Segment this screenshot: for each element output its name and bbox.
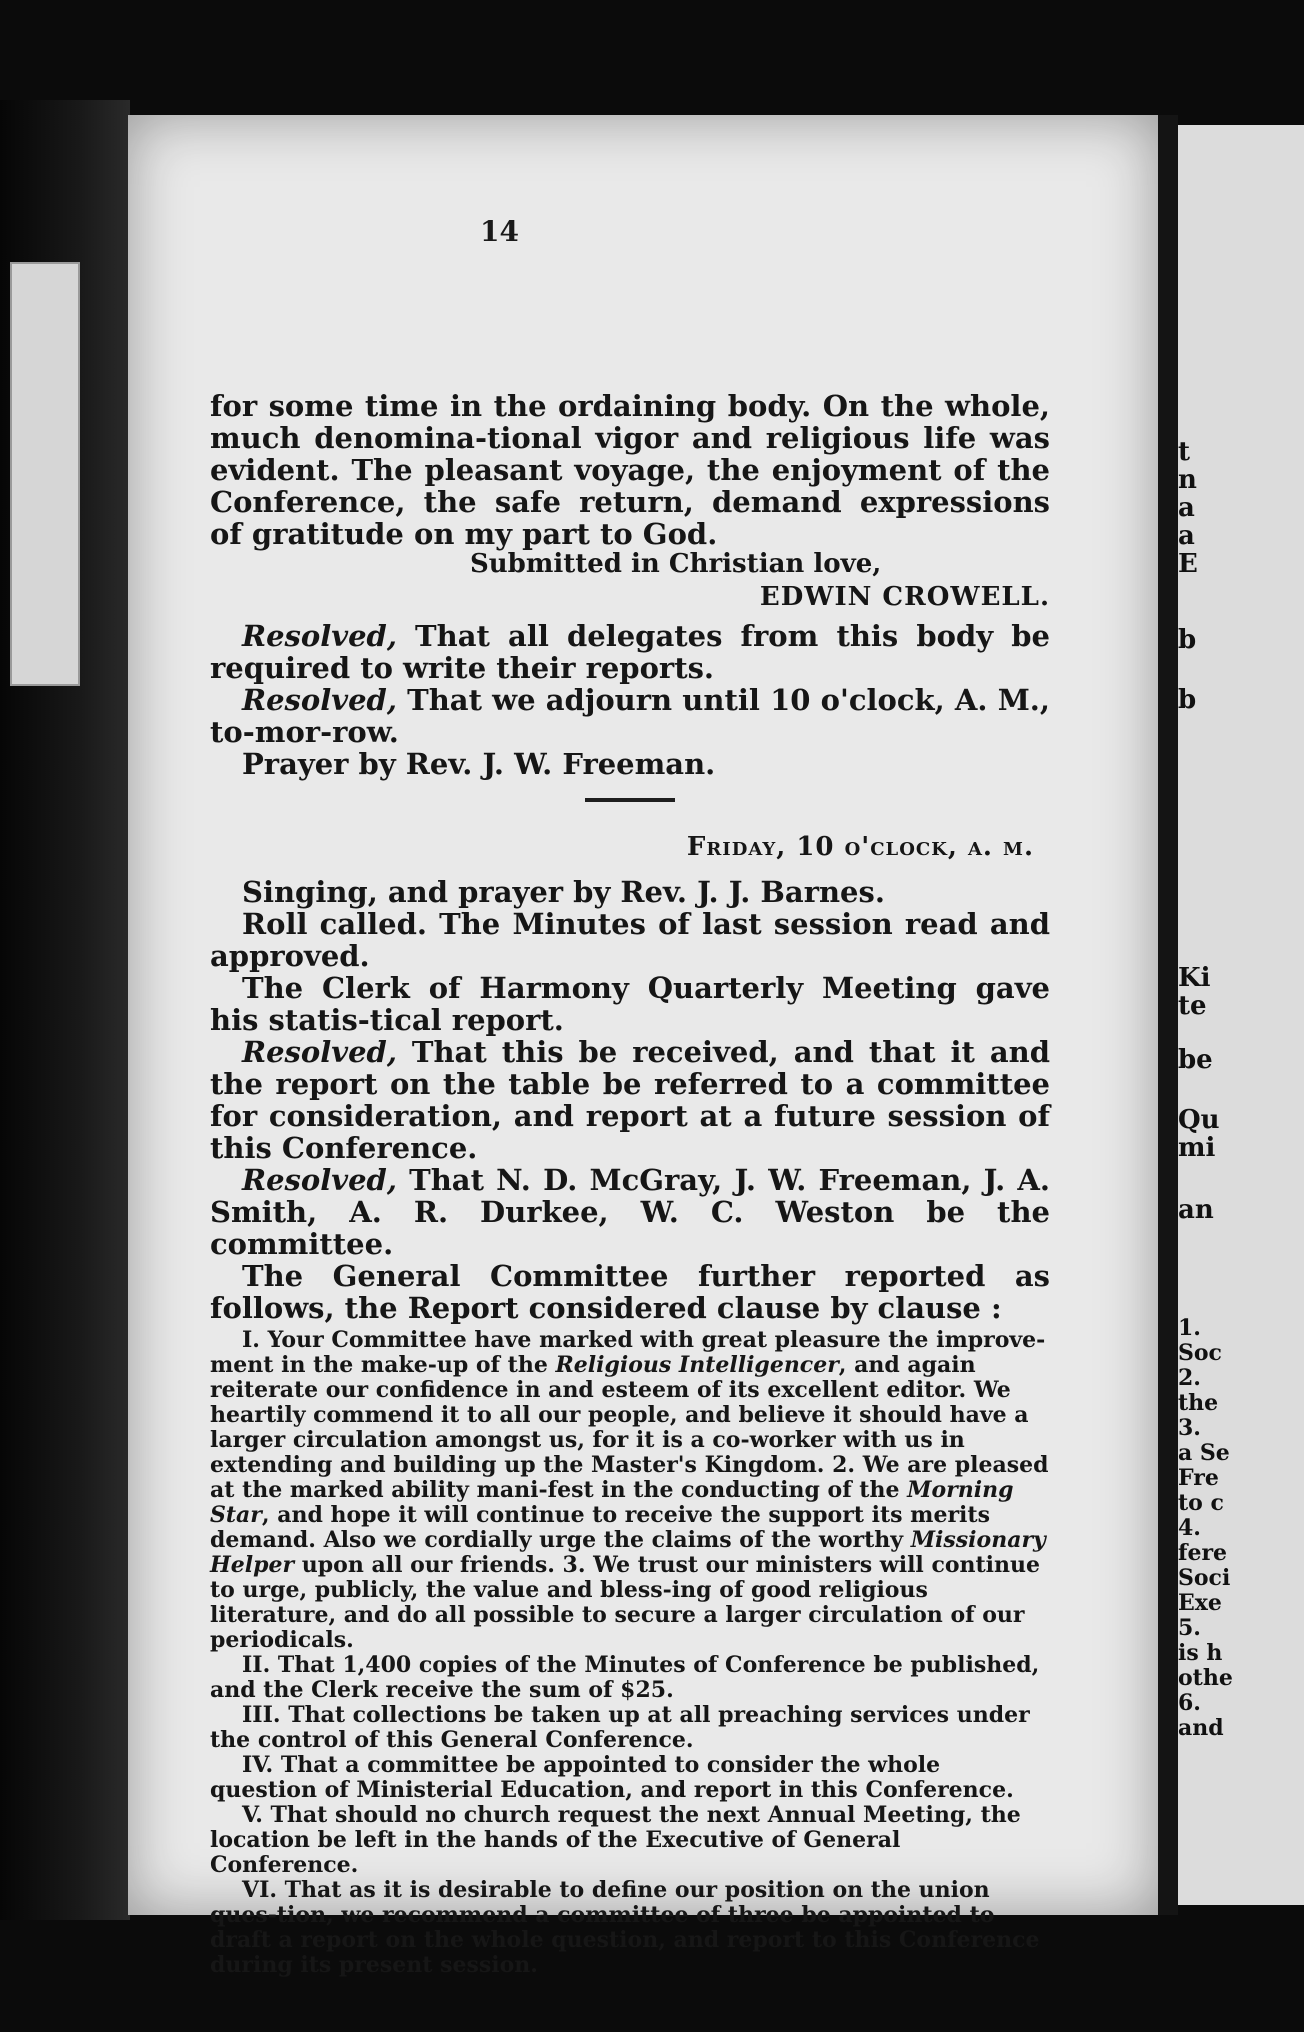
resolution-text: That N. D. McGray, J. W. Freeman, J. A. Smith, A. R. Durkee, W. C. Weston be the committee. bbox=[210, 1163, 1050, 1261]
section-divider bbox=[585, 798, 675, 802]
facing-fragment: an bbox=[1178, 1195, 1214, 1225]
facing-fragment: b bbox=[1178, 625, 1197, 655]
clause-text: upon all our friends. 3. We trust our ministers will continue to urge, publicly, the value and bless-ing of good religious literature, and do all possible to secure a larger circulation of our periodicals. bbox=[210, 1552, 1041, 1653]
prayer-line: Prayer by Rev. J. W. Freeman. bbox=[242, 747, 716, 781]
report-clause-3: III. That collections be taken up at all preaching services under the control of this General Conference. bbox=[210, 1702, 1030, 1753]
facing-fragment: E bbox=[1178, 549, 1198, 579]
paragraph-report-conclusion: for some time in the ordaining body. On the whole, much denomina-tional vigor and religious life was evident. The pleasant voyage, the enjoyment of the Conference, the safe return, demand expressions of gratitude on my part to God. bbox=[210, 389, 1050, 551]
page-number: 14 bbox=[480, 215, 519, 248]
clause-text: I. Your Committee have marked with great pleasure the improve-ment in the make-up of the bbox=[210, 1327, 1046, 1378]
resolved-word: Resolved, bbox=[242, 619, 397, 653]
clause-text: , and hope it will continue to receive the support its merits demand. Also we cordially urge the claims of the worthy bbox=[210, 1502, 990, 1553]
facing-fragment: 4. bbox=[1178, 1515, 1201, 1541]
resolved-word: Resolved, bbox=[242, 1035, 397, 1069]
facing-fragment: te bbox=[1178, 991, 1207, 1021]
clause-text: , and again reiterate our confidence in and esteem of its excellent editor. We heartily commend it to all our people, and believe it should have a larger circulation amongst us, for it is a co-worker with us in extending and building up the Master's Kingdom. 2. We are pleased at the marked ability mani-fest in the conducting of the bbox=[210, 1352, 1049, 1503]
facing-fragment: mi bbox=[1178, 1133, 1216, 1163]
report-clause-1 bbox=[210, 1328, 1050, 1653]
facing-fragment: Qu bbox=[1178, 1105, 1220, 1135]
resolution-text: That we adjourn until 10 o'clock, A. M., to-mor-row. bbox=[210, 683, 1050, 749]
facing-fragment: 5. bbox=[1178, 1615, 1201, 1641]
signature-intro: Submitted in Christian love, bbox=[470, 549, 882, 579]
session-heading: Friday, 10 o'clock, a. m. bbox=[686, 832, 1034, 862]
publication-title: Missionary Helper bbox=[210, 1527, 1046, 1578]
report-clause-6: VI. That as it is desirable to define our position on the union ques-tion, we recommend a committee of three be appointed to draft a report on the whole question, and report to this Conference during its present session. bbox=[210, 1877, 1040, 1978]
resolution-text: That this be received, and that it and the report on the table be referred to a committee for consideration, and report at a future session of this Conference. bbox=[210, 1035, 1050, 1165]
publication-title: Morning Star bbox=[210, 1477, 1014, 1528]
facing-fragment: Ki bbox=[1178, 963, 1211, 993]
roll-call-line: Roll called. The Minutes of last session read and approved. bbox=[210, 907, 1050, 973]
facing-fragment: 2. bbox=[1178, 1365, 1201, 1391]
facing-fragment: b bbox=[1178, 685, 1197, 715]
singing-line: Singing, and prayer by Rev. J. J. Barnes. bbox=[242, 875, 885, 909]
facing-fragment: the bbox=[1178, 1390, 1219, 1416]
resolution-committee bbox=[210, 1164, 1050, 1260]
publication-title: Religious Intelligencer bbox=[555, 1352, 839, 1378]
facing-fragment: be bbox=[1178, 1045, 1213, 1075]
facing-fragment: othe bbox=[1178, 1665, 1233, 1691]
facing-fragment: and bbox=[1178, 1715, 1224, 1741]
resolved-word: Resolved, bbox=[242, 683, 397, 717]
facing-fragment: 1. bbox=[1178, 1315, 1201, 1341]
general-committee-line: The General Committee further reported as follows, the Report considered clause by clause : bbox=[210, 1259, 1050, 1325]
resolution-reports bbox=[210, 620, 1050, 684]
resolution-text: That all delegates from this body be required to write their reports. bbox=[210, 619, 1050, 685]
page-body bbox=[210, 390, 1050, 1978]
facing-fragment: to c bbox=[1178, 1490, 1224, 1516]
facing-fragment: n bbox=[1178, 465, 1197, 495]
clerk-report-line: The Clerk of Harmony Quarterly Meeting gave his statis-tical report. bbox=[210, 971, 1050, 1037]
committee-report bbox=[210, 1328, 1050, 1978]
facing-fragment: fere bbox=[1178, 1540, 1228, 1566]
signature-name: EDWIN CROWELL. bbox=[759, 582, 1050, 612]
facing-fragment: a bbox=[1178, 493, 1195, 523]
facing-fragment: a bbox=[1178, 521, 1195, 551]
resolution-adjourn bbox=[210, 684, 1050, 748]
facing-page-edge bbox=[1178, 125, 1304, 1905]
facing-fragment: t bbox=[1178, 437, 1191, 467]
report-clause-4: IV. That a committee be appointed to consider the whole question of Ministerial Education, and report in this Conference. bbox=[210, 1752, 1014, 1803]
resolution-referral bbox=[210, 1036, 1050, 1164]
facing-fragment: Soci bbox=[1178, 1565, 1231, 1591]
report-clause-2: II. That 1,400 copies of the Minutes of Conference be published, and the Clerk receive the sum of $25. bbox=[210, 1652, 1040, 1703]
resolved-word: Resolved, bbox=[242, 1163, 397, 1197]
facing-fragment: 3. bbox=[1178, 1415, 1201, 1441]
facing-fragment: a Se bbox=[1178, 1440, 1230, 1466]
book-gutter bbox=[1158, 115, 1178, 1915]
report-clause-5: V. That should no church request the next Annual Meeting, the location be left in the hands of the Executive of General Conference. bbox=[210, 1802, 1021, 1878]
facing-fragment: Exe bbox=[1178, 1590, 1222, 1616]
facing-fragment: is h bbox=[1178, 1640, 1223, 1666]
page-tab-left bbox=[10, 262, 80, 686]
facing-fragment: Fre bbox=[1178, 1465, 1219, 1491]
facing-fragment: 6. bbox=[1178, 1690, 1201, 1716]
facing-fragment: Soc bbox=[1178, 1340, 1222, 1366]
